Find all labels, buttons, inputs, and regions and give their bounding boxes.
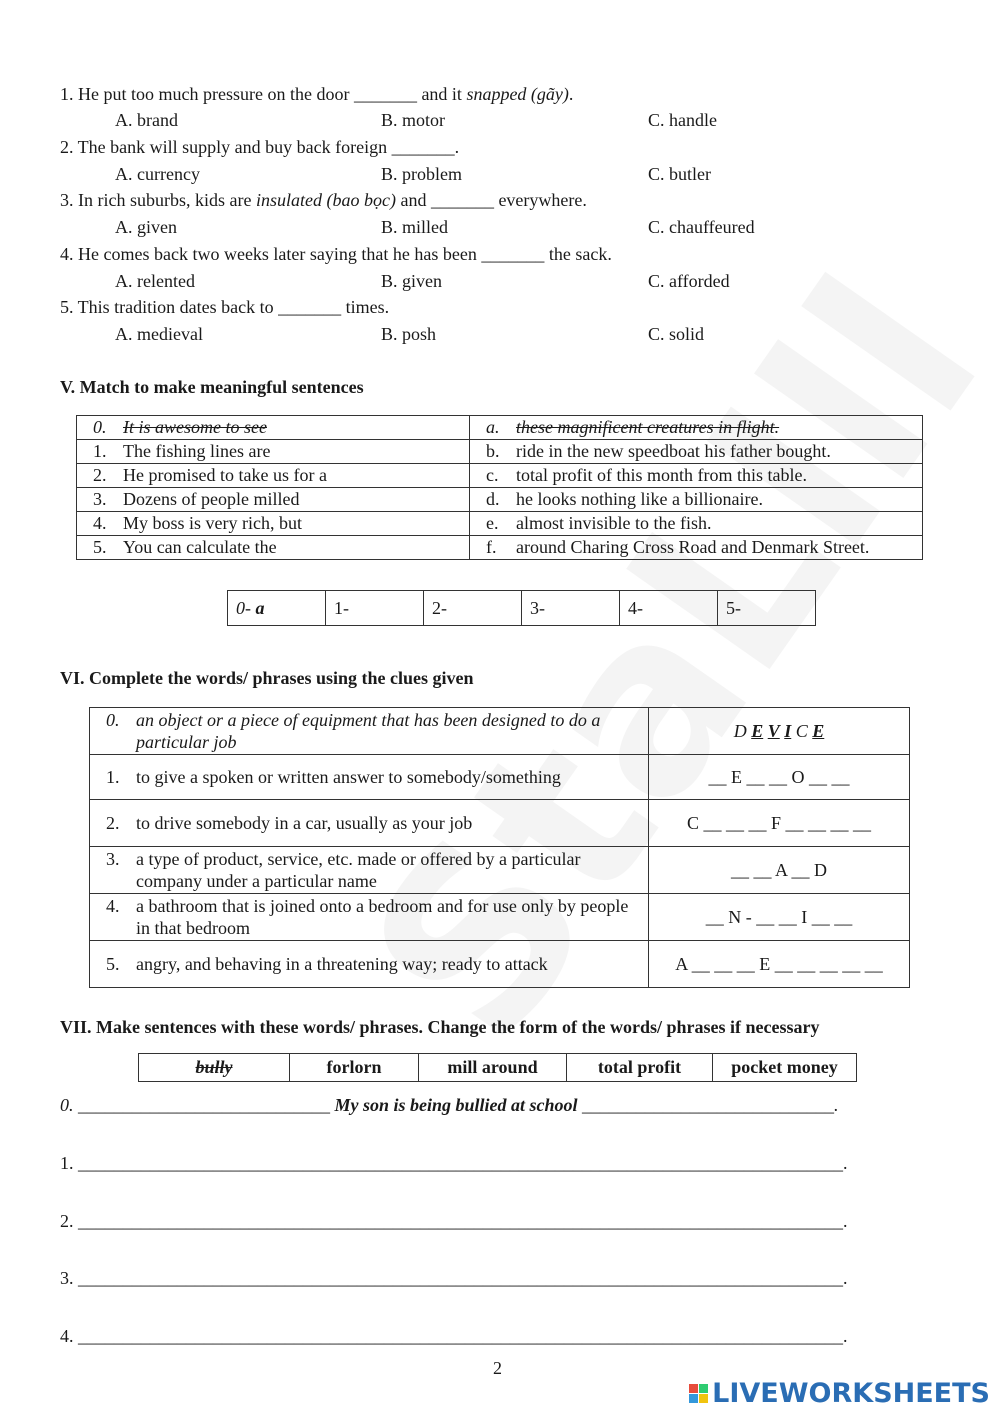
answer-slot-4[interactable]: 4-: [620, 591, 718, 626]
option-c[interactable]: C. chauffeured: [648, 217, 755, 237]
row-number: 5.: [106, 954, 120, 974]
match-right: ride in the new speedboat his father bought.: [516, 441, 831, 461]
word-bank-item: total profit: [567, 1054, 713, 1082]
question-text: 3. In rich suburbs, kids are: [60, 190, 256, 210]
example-sentence-line: [60, 1095, 932, 1116]
table-row: [77, 464, 923, 488]
word-bank-item: mill around: [419, 1054, 567, 1082]
question-5: [60, 297, 389, 318]
clue-text: to give a spoken or written answer to somebody/something: [136, 767, 561, 787]
table-row: [90, 941, 910, 988]
answer-slot-3[interactable]: 3-: [522, 591, 620, 626]
table-row: [139, 1054, 857, 1082]
word-answer[interactable]: __ N - __ __ I __ __: [649, 894, 910, 941]
match-left: It is awesome to see: [123, 417, 267, 437]
table-row: [77, 416, 923, 440]
row-number: 4.: [106, 896, 120, 916]
row-letter: f.: [486, 537, 497, 557]
answer-example: [228, 591, 326, 626]
word-answer[interactable]: C __ __ __ F __ __ __ __: [649, 800, 910, 847]
question-text: 2. The bank will supply and buy back foreign _______.: [60, 137, 460, 157]
word-answer[interactable]: __ E __ __ O __ __: [649, 755, 910, 800]
table-row: [90, 708, 910, 755]
clue-text: to drive somebody in a car, usually as your job: [136, 813, 473, 833]
blank[interactable]: _____________________________________________________________________________________.: [78, 1268, 848, 1288]
option-a[interactable]: A. given: [115, 217, 177, 237]
option-b[interactable]: B. posh: [381, 324, 437, 344]
option-a[interactable]: A. currency: [115, 164, 200, 184]
logo-text: LIVEWORKSHEETS: [712, 1378, 990, 1409]
blank[interactable]: _____________________________________________________________________________________.: [78, 1153, 848, 1173]
question-text: 1. He put too much pressure on the door _______ and it: [60, 84, 467, 104]
match-right: these magnificent creatures in flight.: [516, 417, 780, 437]
row-number: 0.: [93, 417, 107, 437]
match-left: The fishing lines are: [123, 441, 271, 461]
question-gloss: snapped (gãy): [466, 84, 569, 104]
table-row: [77, 536, 923, 560]
question-text: 4. He comes back two weeks later saying that he has been _______ the sack.: [60, 244, 612, 264]
question-4: [60, 244, 612, 265]
option-b[interactable]: B. given: [381, 271, 442, 291]
question-text: 5. This tradition dates back to _______ times.: [60, 297, 390, 317]
answer-grid: [227, 590, 816, 626]
question-text-end: and _______ everywhere.: [395, 190, 587, 210]
option-c[interactable]: C. afforded: [648, 271, 730, 291]
question-2: [60, 137, 459, 158]
table-row: [77, 512, 923, 536]
word-answer-example: D E V I C E: [733, 720, 825, 741]
answer-slot-2[interactable]: 2-: [424, 591, 522, 626]
table-row: [228, 591, 816, 626]
match-right: almost invisible to the fish.: [516, 513, 712, 533]
option-c[interactable]: C. handle: [648, 110, 717, 130]
row-letter: c.: [486, 465, 499, 485]
row-number: 2.: [93, 465, 107, 485]
row-number: 1.: [106, 767, 120, 787]
blank: ____________________________: [78, 1095, 330, 1115]
clue-text: an object or a piece of equipment that has been designed to do a particular job: [136, 710, 601, 752]
word-bank: [138, 1053, 857, 1082]
row-number: 2.: [106, 813, 120, 833]
row-letter: d.: [486, 489, 500, 509]
answer-slot-5[interactable]: 5-: [718, 591, 816, 626]
table-row: [90, 894, 910, 941]
sentence-line-4[interactable]: [60, 1326, 932, 1347]
answer-example-value: a: [255, 597, 265, 618]
row-number: 3.: [93, 489, 107, 509]
match-table: [76, 415, 923, 560]
section6-title: VI. Complete the words/ phrases using the clues given: [60, 668, 474, 688]
table-row: [90, 847, 910, 894]
answer-example-prefix: 0-: [236, 597, 256, 618]
question-gloss: insulated (bao bọc): [255, 190, 396, 210]
word-answer[interactable]: __ __ A __ D: [649, 847, 910, 894]
table-row: [77, 488, 923, 512]
question-1: [60, 84, 573, 105]
match-left: My boss is very rich, but: [123, 513, 302, 533]
sentence-line-2[interactable]: [60, 1211, 932, 1232]
option-a[interactable]: A. medieval: [115, 324, 203, 344]
option-b[interactable]: B. motor: [381, 110, 446, 130]
word-bank-item: pocket money: [713, 1054, 857, 1082]
line-number: 1.: [60, 1153, 74, 1173]
answer-slot-1[interactable]: 1-: [326, 591, 424, 626]
row-number: 0.: [106, 710, 120, 730]
question-3: [60, 190, 587, 211]
table-row: [90, 755, 910, 800]
clues-table: [89, 707, 910, 988]
word-answer[interactable]: A __ __ __ E __ __ __ __ __: [649, 941, 910, 988]
logo-icon: [689, 1384, 708, 1403]
row-letter: e.: [486, 513, 499, 533]
example-sentence: My son is being bullied at school: [334, 1095, 578, 1115]
sentence-line-1[interactable]: [60, 1153, 932, 1174]
option-c[interactable]: C. solid: [648, 324, 705, 344]
line-number: 4.: [60, 1326, 74, 1346]
section7-title: VII. Make sentences with these words/ phrases. Change the form of the words/ phrases if necessary: [60, 1017, 820, 1037]
match-right: total profit of this month from this table.: [516, 465, 807, 485]
option-a[interactable]: A. brand: [115, 110, 178, 130]
match-left: Dozens of people milled: [123, 489, 300, 509]
word-bank-item: bully: [139, 1054, 290, 1082]
line-number: 3.: [60, 1268, 74, 1288]
clue-text: a type of product, service, etc. made or offered by a particular company under a particular name: [136, 849, 581, 891]
match-left: He promised to take us for a: [123, 465, 327, 485]
option-a[interactable]: A. relented: [115, 271, 195, 291]
row-letter: a.: [486, 417, 500, 437]
match-right: he looks nothing like a billionaire.: [516, 489, 763, 509]
line-number: 2.: [60, 1211, 74, 1231]
option-b[interactable]: B. problem: [381, 164, 462, 184]
row-number: 1.: [93, 441, 107, 461]
blank[interactable]: _____________________________________________________________________________________.: [78, 1211, 848, 1231]
table-row: [77, 440, 923, 464]
row-number: 3.: [106, 849, 120, 869]
table-row: [90, 800, 910, 847]
clue-text: angry, and behaving in a threatening way; ready to attack: [136, 954, 548, 974]
liveworksheets-logo: [689, 1378, 990, 1409]
page-number: 2: [493, 1358, 502, 1378]
question-text-end: .: [568, 84, 574, 104]
word-bank-item: forlorn: [290, 1054, 419, 1082]
row-number: 4.: [93, 513, 107, 533]
blank: ____________________________.: [582, 1095, 839, 1115]
option-b[interactable]: B. milled: [381, 217, 448, 237]
line-number: 0.: [60, 1095, 74, 1115]
match-right: around Charing Cross Road and Denmark Street.: [516, 537, 870, 557]
option-c[interactable]: C. butler: [648, 164, 711, 184]
answer-example: [649, 708, 910, 755]
row-letter: b.: [486, 441, 500, 461]
row-number: 5.: [93, 537, 107, 557]
sentence-line-3[interactable]: [60, 1268, 932, 1289]
clue-text: a bathroom that is joined onto a bedroom and for use only by people in that bedroom: [136, 896, 629, 938]
section5-title: V. Match to make meaningful sentences: [60, 377, 364, 397]
blank[interactable]: _____________________________________________________________________________________.: [78, 1326, 848, 1346]
match-left: You can calculate the: [123, 537, 277, 557]
